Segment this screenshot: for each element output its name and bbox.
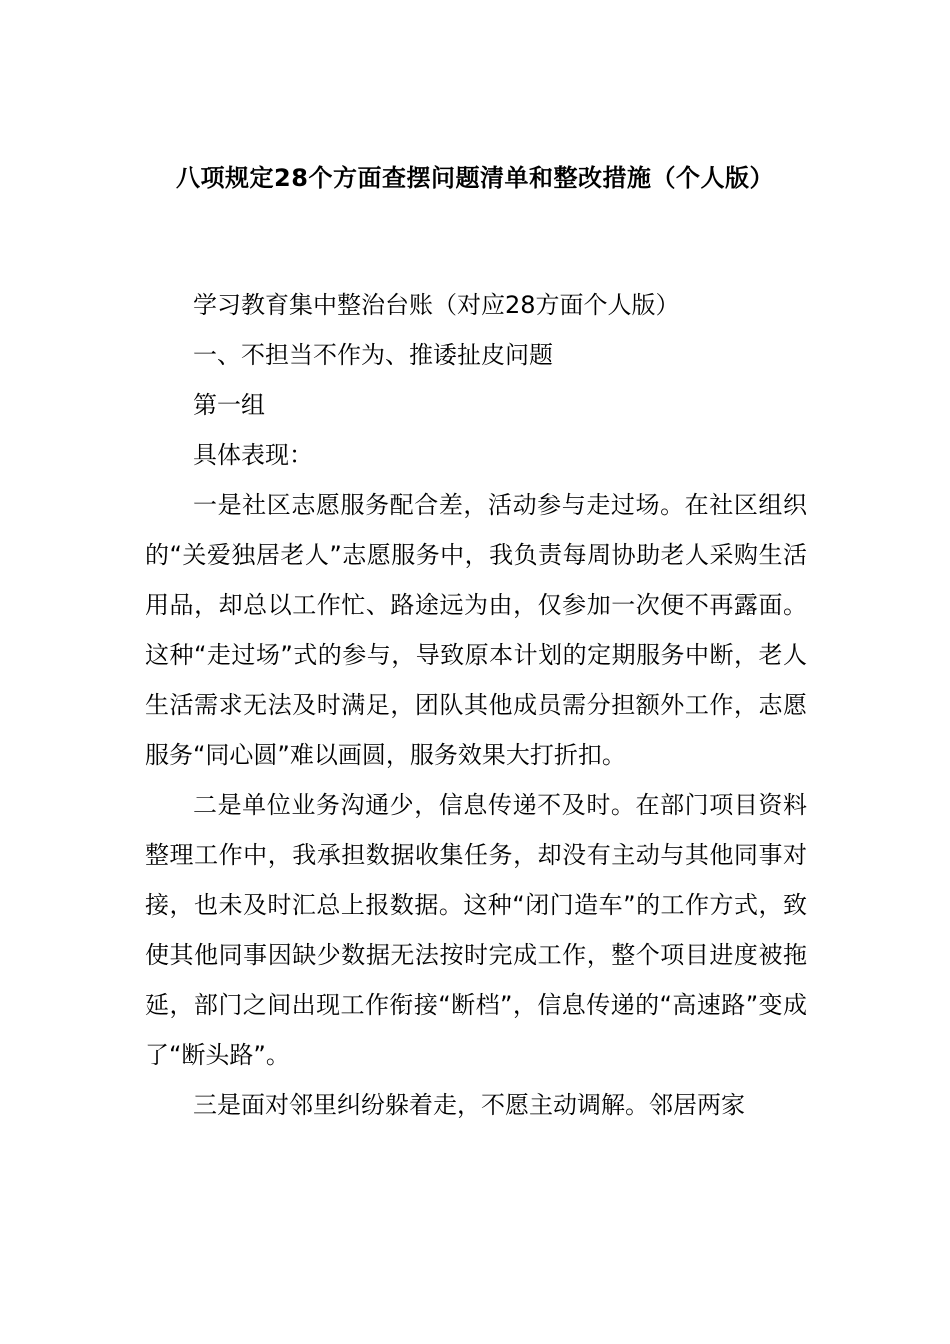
paragraph-group-label: 第一组	[193, 391, 265, 419]
paragraph-issue-three: 三是面对邻里纠纷躲着走，不愿主动调解。邻居两家	[193, 1091, 745, 1119]
paragraph-section-heading: 一、不担当不作为、推诿扯皮问题	[193, 341, 553, 369]
paragraph-issue-one: 一是社区志愿服务配合差，活动参与走过场。在社区组织的“关爱独居老人”志愿服务中，我负责每周协助老人采购生活用品，却总以工作忙、路途远为由，仅参加一次便不再露面。这种“走过场”式的参与，导致原本计划的定期服务中断，老人生活需求无法及时满足，团队其他成员需分担额外工作，志愿服务“同心圆”难以画圆，服务效果大打折扣。	[145, 491, 807, 769]
paragraph-manifestation-label: 具体表现：	[193, 441, 313, 469]
paragraph-issue-two: 二是单位业务沟通少，信息传递不及时。在部门项目资料整理工作中，我承担数据收集任务，却没有主动与其他同事对接，也未及时汇总上报数据。这种“闭门造车”的工作方式，致使其他同事因缺少数据无法按时完成工作，整个项目进度被拖延，部门之间出现工作衔接“断档”，信息传递的“高速路”变成了“断头路”。	[145, 791, 807, 1069]
document-body	[145, 280, 807, 1130]
paragraph-ledger-heading: 学习教育集中整治台账（对应28方面个人版）	[193, 291, 680, 319]
document-title: 八项规定28个方面查摆问题清单和整改措施（个人版）	[176, 164, 774, 192]
